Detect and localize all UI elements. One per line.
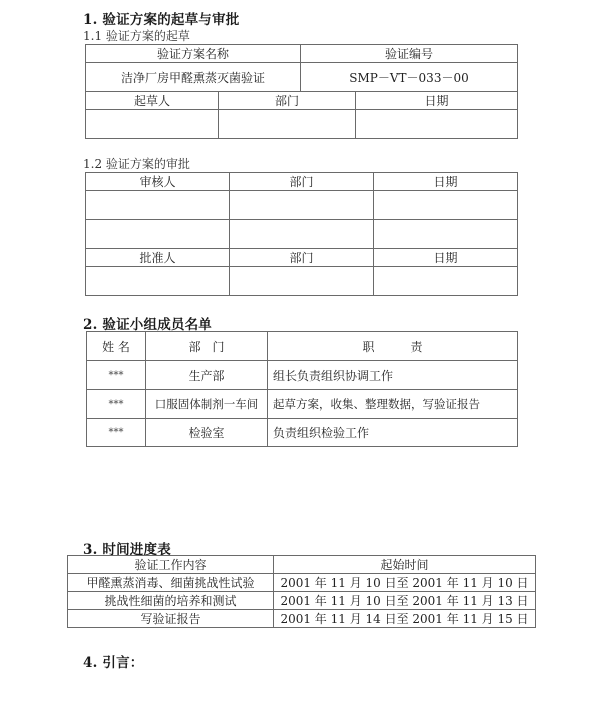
reviewer-dept-cell[interactable] [230, 191, 374, 220]
member-dept: 口服固体制剂一车间 [146, 390, 268, 419]
table-row [87, 419, 518, 447]
approver-dept-cell[interactable] [230, 267, 374, 296]
table-row [68, 574, 536, 592]
schedule-task: 甲醛熏蒸消毒、细菌挑战性试验 [68, 574, 274, 592]
approver-date-cell[interactable] [374, 267, 518, 296]
drafter-dept-cell[interactable] [219, 110, 356, 139]
member-duty: 负责组织检验工作 [268, 419, 518, 447]
approver-cell[interactable] [86, 267, 230, 296]
reviewer-date-cell[interactable] [374, 191, 518, 220]
schedule-table [67, 555, 536, 628]
schedule-task: 挑战性细菌的培养和测试 [68, 592, 274, 610]
reviewer-cell[interactable] [86, 191, 230, 220]
member-dept: 生产部 [146, 361, 268, 390]
approval-subtitle: 1.2 验证方案的审批 [83, 157, 190, 171]
code-value: SMP－VT－033－00 [301, 63, 518, 92]
members-header-duty: 职 责 [268, 332, 518, 361]
schedule-task: 写验证报告 [68, 610, 274, 628]
section2-title: 2. 验证小组成员名单 [83, 317, 212, 333]
schedule-header-time: 起始时间 [274, 556, 536, 574]
date-header: 日期 [356, 92, 518, 110]
table-row [87, 390, 518, 419]
schedule-header-task: 验证工作内容 [68, 556, 274, 574]
member-duty: 组长负责组织协调工作 [268, 361, 518, 390]
reviewer-header: 审核人 [86, 173, 230, 191]
reviewer-date-cell[interactable] [374, 220, 518, 249]
members-table [86, 331, 518, 447]
schedule-time: 2001 年 11 月 10 日至 2001 年 11 月 10 日 [274, 574, 536, 592]
code-header: 验证编号 [301, 45, 518, 63]
section3-title: 3. 时间进度表 [83, 542, 171, 558]
table-row [68, 592, 536, 610]
approver-header: 批准人 [86, 249, 230, 267]
name-value: 洁净厂房甲醛熏蒸灭菌验证 [86, 63, 301, 92]
schedule-time: 2001 年 11 月 14 日至 2001 年 11 月 15 日 [274, 610, 536, 628]
drafter-cell[interactable] [86, 110, 219, 139]
section4-title: 4. 引言： [83, 655, 144, 671]
approval-table [85, 172, 518, 296]
reviewer-cell[interactable] [86, 220, 230, 249]
approver-date-header: 日期 [374, 249, 518, 267]
reviewer-dept-cell[interactable] [230, 220, 374, 249]
draft-table [85, 44, 518, 139]
member-dept: 检验室 [146, 419, 268, 447]
drafter-date-cell[interactable] [356, 110, 518, 139]
reviewer-date-header: 日期 [374, 173, 518, 191]
draft-subtitle: 1.1 验证方案的起草 [83, 29, 190, 43]
member-duty: 起草方案，收集、整理数据，写验证报告 [268, 390, 518, 419]
member-name: *** [87, 390, 146, 419]
table-row [68, 610, 536, 628]
member-name: *** [87, 361, 146, 390]
reviewer-dept-header: 部门 [230, 173, 374, 191]
approver-dept-header: 部门 [230, 249, 374, 267]
members-header-name: 姓 名 [87, 332, 146, 361]
members-header-dept: 部 门 [146, 332, 268, 361]
drafter-header: 起草人 [86, 92, 219, 110]
table-row [87, 361, 518, 390]
section1-title: 1. 验证方案的起草与审批 [83, 12, 240, 28]
name-header: 验证方案名称 [86, 45, 301, 63]
dept-header: 部门 [219, 92, 356, 110]
member-name: *** [87, 419, 146, 447]
schedule-time: 2001 年 11 月 10 日至 2001 年 11 月 13 日 [274, 592, 536, 610]
